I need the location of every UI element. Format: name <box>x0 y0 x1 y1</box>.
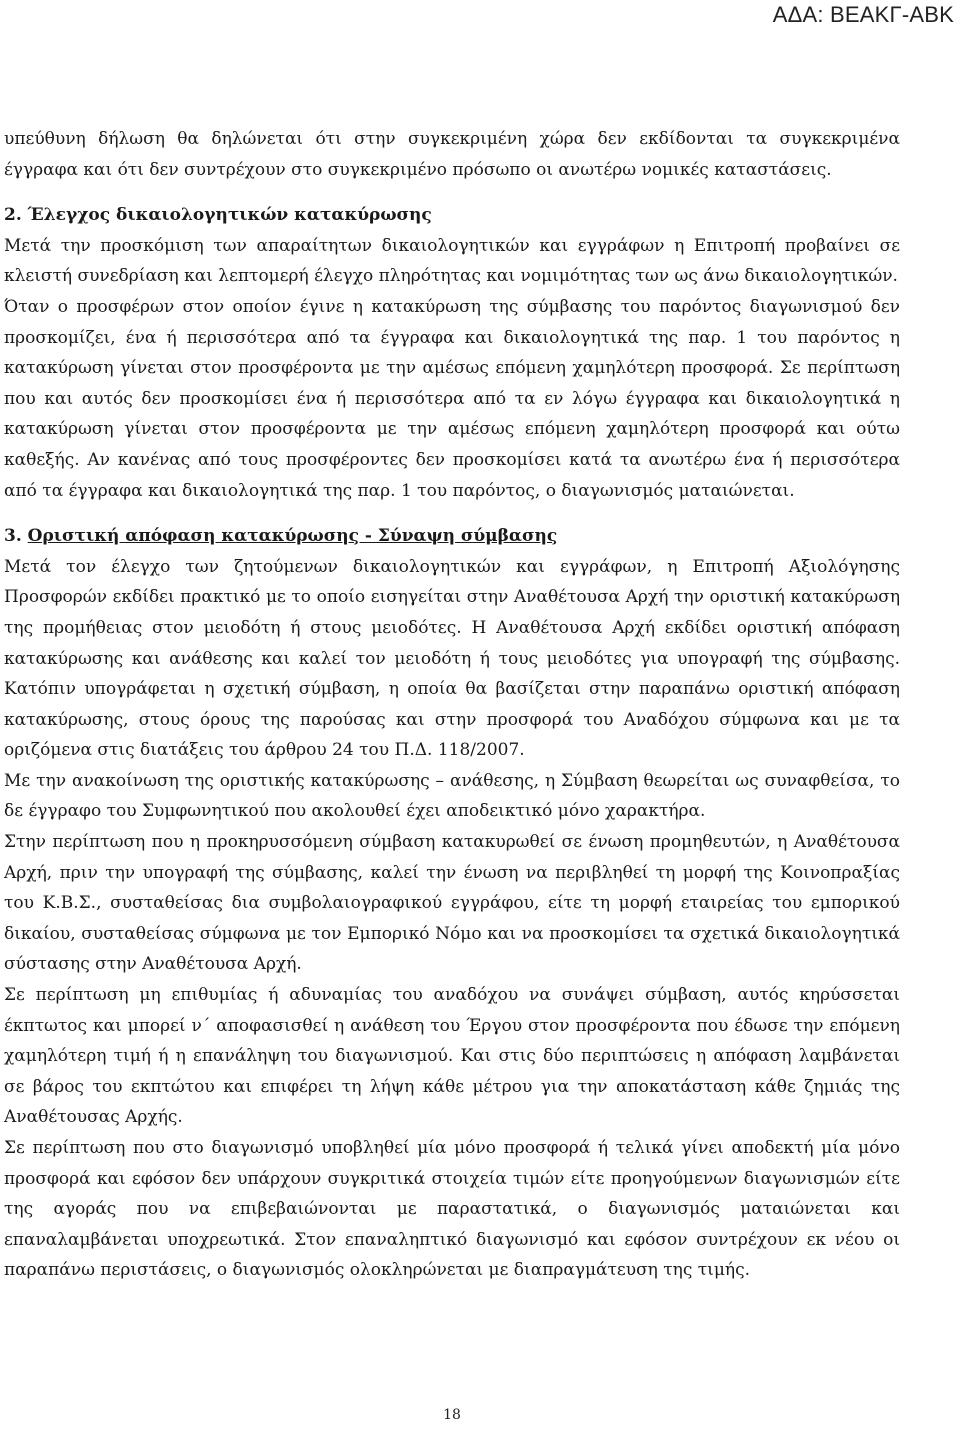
section-2-paragraph-1: Μετά την προσκόμιση των απαραίτητων δικαιολογητικών και εγγράφων η Επιτροπή προβαίνει σε κλειστή συνεδρίαση και λεπτομερή έλεγχο πληρότητας και νομιμότητας των ως άνω δικαιολογητικών. <box>4 235 900 287</box>
section-3-paragraph-3: Στην περίπτωση που η προκηρυσσόμενη σύμβαση κατακυρωθεί σε ένωση προμηθευτών, η Αναθέτουσα Αρχή, πριν την υπογραφή της σύμβασης, καλεί την ένωση να περιβληθεί τη μορφή της Κοινοπραξίας του Κ.Β.Σ., συσταθείσας δια συμβολαιογραφικού εγγράφου, είτε τη μορφή εταιρείας του εμπορικού δικαίου, συσταθείσας σύμφωνα με τον Εμπορικό Νόμο και να προσκομίσει τα σχετικά δικαιολογητικά σύστασης στην Αναθέτουσα Αρχή. <box>4 832 900 975</box>
page-number: 18 <box>443 1407 461 1423</box>
section-3-paragraph-5: Σε περίπτωση που στο διαγωνισμό υποβληθεί μία μόνο προσφορά ή τελικά γίνει αποδεκτή μία μόνο προσφορά και εφόσον δεν υπάρχουν συγκριτικά στοιχεία τιμών είτε προηγούμενων διαγωνισμών είτε της αγοράς που να επιβεβαιώνονται με παραστατικά, ο διαγωνισμός ματαιώνεται και επαναλαμβάνεται υποχρεωτικά. Στον επαναληπτικό διαγωνισμό και εφόσον συντρέχουν εκ νέου οι παραπάνω περιστάσεις, ο διαγωνισμός ολοκληρώνεται με διαπραγμάτευση της τιμής. <box>4 1138 900 1281</box>
section-3-paragraph-4: Σε περίπτωση μη επιθυμίας ή αδυναμίας του αναδόχου να συνάψει σύμβαση, αυτός κηρύσσεται έκπτωτος και μπορεί ν΄ αποφασισθεί η ανάθεση του Έργου στον προσφέροντα που έδωσε την επόμενη χαμηλότερη τιμή ή η επανάληψη του διαγωνισμού. Και στις δύο περιπτώσεις η απόφαση λαμβάνεται σε βάρος του εκπτώτου και επιφέρει τη λήψη κάθε μέτρου για την αποκατάσταση κάθε ζημιάς της Αναθέτουσας Αρχής. <box>4 985 900 1128</box>
ada-code-header: ΑΔΑ: ΒΕΑΚΓ-ΑΒΚ <box>772 2 954 27</box>
section-3-number: 3. <box>4 526 22 547</box>
section-3-paragraph-1: Μετά τον έλεγχο των ζητούμενων δικαιολογητικών και εγγράφων, η Επιτροπή Αξιολόγησης Προσφορών εκδίδει πρακτικό με το οποίο εισηγείται στην Αναθέτουσα Αρχή την οριστική κατακύρωση της προμήθειας στον μειοδότη ή στους μειοδότες. Η Αναθέτουσα Αρχή εκδίδει οριστική απόφαση κατακύρωσης και ανάθεσης και καλεί τον μειοδότη ή τους μειοδότες για υπογραφή της σύμβασης. Κατόπιν υπογράφεται η σχετική σύμβαση, η οποία θα βασίζεται στην παραπάνω οριστική απόφαση κατακύρωσης, στους όρους της παρούσας και στην προσφορά του Αναδόχου σύμφωνα και με τα οριζόμενα στις διατάξεις του άρθρου 24 του Π.Δ. 118/2007. <box>4 556 900 761</box>
section-2-paragraph-2: Όταν ο προσφέρων στον οποίον έγινε η κατακύρωση της σύμβασης του παρόντος διαγωνισμού δεν προσκομίζει, ένα ή περισσότερα από τα έγγραφα και δικαιολογητικά της παρ. 1 του παρόντος η κατακύρωση γίνεται στον προσφέροντα με την αμέσως επόμενη χαμηλότερη προσφορά. Σε περίπτωση που και αυτός δεν προσκομίσει ένα ή περισσότερα από τα εν λόγω έγγραφα και δικαιολογητικά η κατακύρωση γίνεται στον προσφέροντα με την αμέσως επόμενη χαμηλότερη προσφορά και ούτω καθεξής. Αν κανένας από τους προσφέροντες δεν προσκομίσει κατά τα ανωτέρω ένα ή περισσότερα από τα έγγραφα και δικαιολογητικά της παρ. 1 του παρόντος, ο διαγωνισμός ματαιώνεται. <box>4 296 900 501</box>
section-3-heading <box>4 521 900 552</box>
section-2-heading <box>4 200 900 231</box>
section-3-paragraph-2: Με την ανακοίνωση της οριστικής κατακύρωσης – ανάθεσης, η Σύμβαση θεωρείται ως συναφθείσα, το δε έγγραφο του Συμφωνητικού που ακολουθεί έχει αποδεικτικό μόνο χαρακτήρα. <box>4 770 900 822</box>
section-2-title: Έλεγχος δικαιολογητικών κατακύρωσης <box>27 205 432 226</box>
section-2-number: 2. <box>4 205 22 226</box>
section-3-title: Οριστική απόφαση κατακύρωσης - Σύναψη σύμβασης <box>27 526 558 547</box>
document-body <box>4 124 900 1286</box>
intro-paragraph: υπεύθυνη δήλωση θα δηλώνεται ότι στην συγκεκριμένη χώρα δεν εκδίδονται τα συγκεκριμένα έγγραφα και ότι δεν συντρέχουν στο συγκεκριμένο πρόσωπο οι ανωτέρω νομικές καταστάσεις. <box>4 129 900 180</box>
